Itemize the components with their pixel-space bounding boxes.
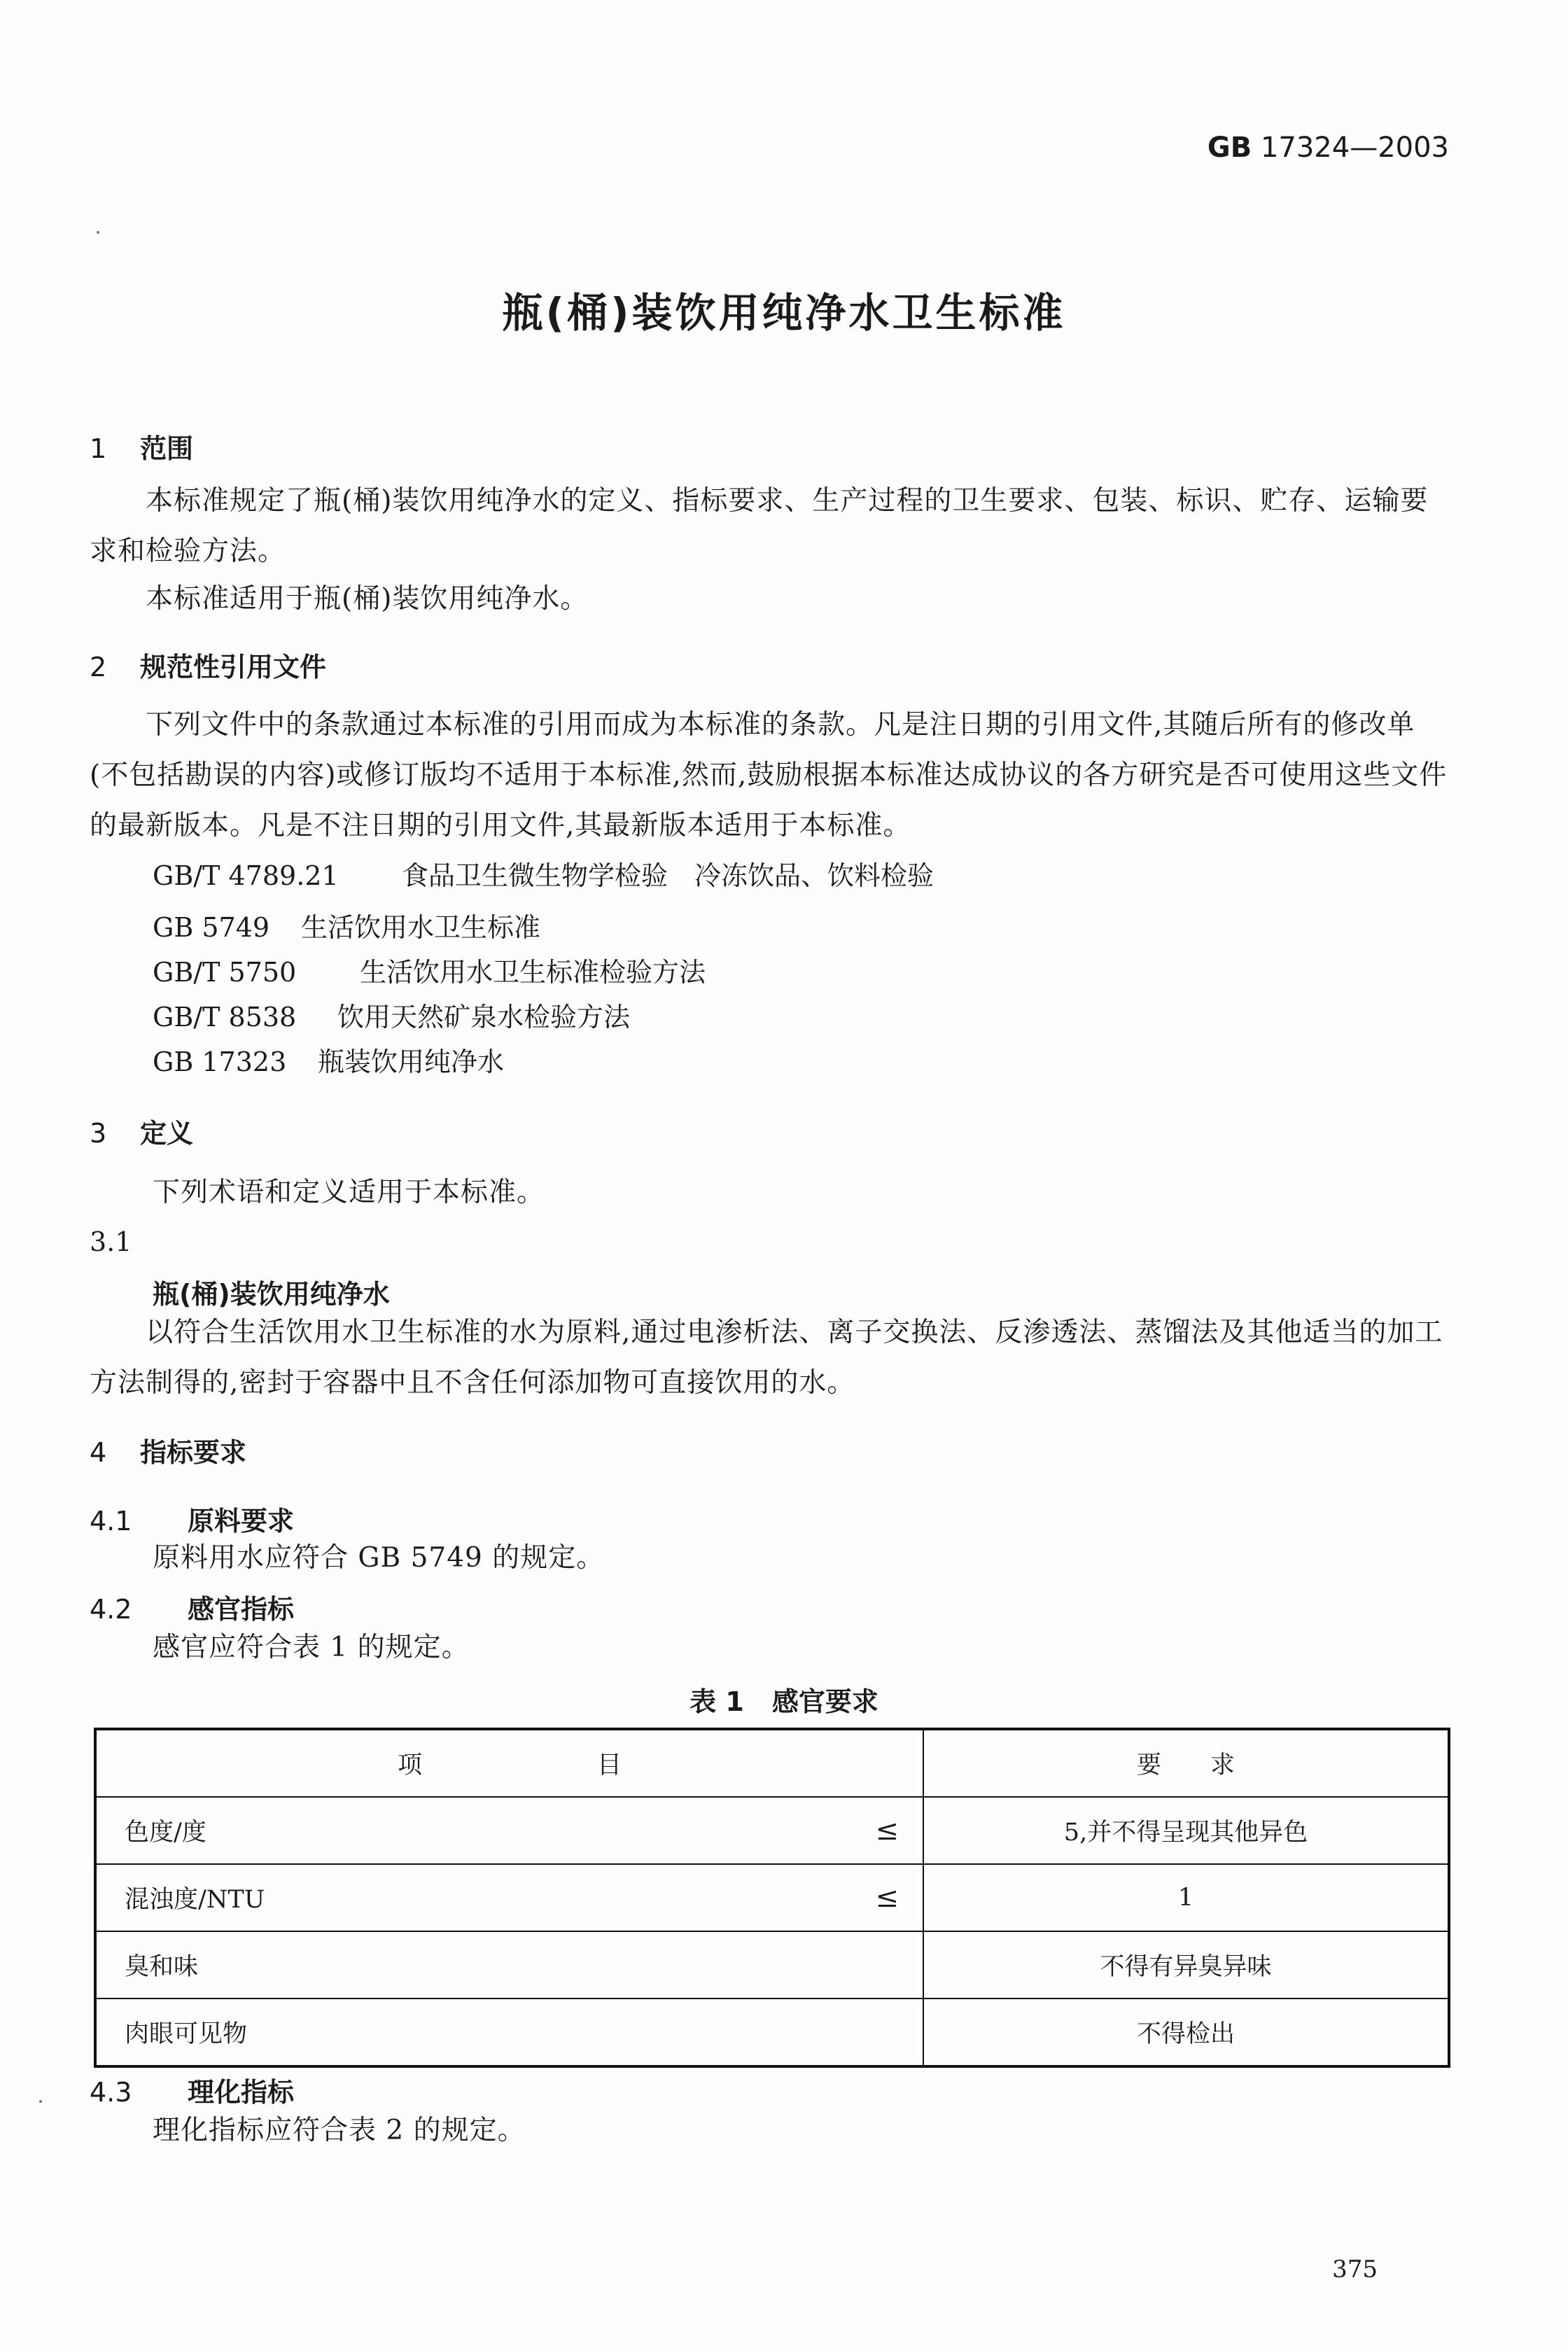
reference-title: 饮用天然矿泉水检验方法 xyxy=(337,1002,631,1032)
column-header-item xyxy=(95,1729,923,1797)
subsection-title: 感官指标 xyxy=(188,1594,295,1625)
subsection-4-2-heading xyxy=(90,1588,294,1626)
term-heading: 瓶(桶)装饮用纯净水 xyxy=(153,1279,390,1310)
operator: ≤ xyxy=(875,1814,899,1847)
reference-item xyxy=(153,906,540,944)
item-text: 色度/度 xyxy=(125,1819,206,1847)
definition: 以符合生活饮用水卫生标准的水为原料,通过电渗析法、离子交换法、反渗透法、蒸馏法及其他适当的加工方法制得的,密封于容器中且不含任何添加物可直接饮用的水。 xyxy=(90,1317,1443,1399)
section-number: 3 xyxy=(90,1118,107,1149)
subsection-title: 理化指标 xyxy=(188,2077,295,2108)
item-text: 臭和味 xyxy=(125,1953,199,1981)
requirement-cell: 不得有异臭异味 xyxy=(923,1931,1449,1998)
table-row xyxy=(95,1864,1449,1931)
section-number: 1 xyxy=(90,433,107,464)
reference-title: 瓶装饮用纯净水 xyxy=(318,1046,505,1077)
paragraph: 下列术语和定义适用于本标准。 xyxy=(153,1177,545,1208)
reference-item xyxy=(153,1040,504,1079)
section-title: 定义 xyxy=(140,1118,194,1149)
requirement-cell: 5,并不得呈现其他异色 xyxy=(923,1797,1449,1864)
item-cell xyxy=(95,1797,923,1864)
item-text: 混浊度/NTU xyxy=(125,1886,265,1914)
table-row xyxy=(95,1998,1449,2066)
operator: ≤ xyxy=(875,1882,899,1914)
subsection-4-1-heading xyxy=(90,1499,294,1538)
subsection-number: 4.1 xyxy=(90,1506,132,1536)
table-label: 表 1 xyxy=(690,1686,744,1717)
item-cell xyxy=(95,1864,923,1931)
reference-code: GB/T 4789.21 xyxy=(153,860,339,891)
paragraph: 原料用水应符合 GB 5749 的规定。 xyxy=(153,1542,605,1574)
standard-code: 17324—2003 xyxy=(1260,132,1449,164)
paragraph: 本标准适用于瓶(桶)装饮用纯净水。 xyxy=(146,583,589,615)
section-title: 指标要求 xyxy=(140,1437,247,1468)
section-title: 范围 xyxy=(140,433,194,464)
item-cell xyxy=(95,1998,923,2066)
item-cell xyxy=(95,1931,923,1998)
reference-item xyxy=(153,854,934,892)
section-2-heading xyxy=(90,645,326,684)
paragraph: 理化指标应符合表 2 的规定。 xyxy=(153,2115,526,2146)
standard-number xyxy=(1208,132,1449,164)
reference-title: 生活饮用水卫生标准 xyxy=(301,912,541,943)
standard-prefix: GB xyxy=(1207,132,1252,164)
section-number: 4 xyxy=(90,1437,107,1468)
table-row xyxy=(95,1797,1449,1864)
document-title: 瓶(桶)装饮用纯净水卫生标准 xyxy=(502,289,1066,337)
table-1 xyxy=(94,1728,1450,2068)
section-4-heading xyxy=(90,1431,246,1469)
header-text: 目 xyxy=(596,1751,622,1779)
reference-code: GB 17323 xyxy=(153,1046,287,1077)
table-row xyxy=(95,1931,1449,1998)
subsection-number: 4.3 xyxy=(90,2077,132,2108)
scan-speck xyxy=(39,2100,42,2103)
paragraph: 本标准规定了瓶(桶)装饮用纯净水的定义、指标要求、生产过程的卫生要求、包装、标识、贮存、运输要求和检验方法。 xyxy=(90,485,1429,567)
table-1-caption xyxy=(0,1680,1568,1718)
requirement-cell: 不得检出 xyxy=(923,1998,1449,2066)
paragraph: 下列文件中的条款通过本标准的引用而成为本标准的条款。凡是注日期的引用文件,其随后所有的修改单(不包括勘误的内容)或修订版均不适用于本标准,然而,鼓励根据本标准达成协议的各方研究是否可使用这些文件的最新版本。凡是不注日期的引用文件,其最新版本适用于本标准。 xyxy=(90,709,1448,841)
subsection-number: 4.2 xyxy=(90,1594,132,1625)
reference-code: GB 5749 xyxy=(153,912,270,943)
subsection-4-3-heading xyxy=(90,2071,294,2109)
table-header-row xyxy=(95,1729,1449,1797)
subsection-number: 3.1 xyxy=(90,1226,132,1257)
reference-code: GB/T 5750 xyxy=(153,957,297,988)
item-text: 肉眼可见物 xyxy=(125,2020,248,2048)
page-number: 375 xyxy=(1332,2255,1378,2283)
reference-title: 食品卫生微生物学检验 冷冻饮品、饮料检验 xyxy=(402,860,934,891)
section-title: 规范性引用文件 xyxy=(140,652,327,682)
table-caption-title: 感官要求 xyxy=(771,1686,878,1717)
section-1-heading xyxy=(90,427,193,465)
reference-title: 生活饮用水卫生标准检验方法 xyxy=(360,957,706,988)
reference-code: GB/T 8538 xyxy=(153,1002,297,1032)
requirement-cell: 1 xyxy=(923,1864,1449,1931)
subsection-title: 原料要求 xyxy=(188,1506,295,1536)
header-text: 项 xyxy=(398,1751,423,1779)
reference-item xyxy=(153,951,706,989)
section-number: 2 xyxy=(90,652,107,682)
scan-speck xyxy=(97,231,99,234)
section-3-heading xyxy=(90,1112,193,1150)
paragraph: 感官应符合表 1 的规定。 xyxy=(153,1632,470,1663)
reference-item xyxy=(153,995,630,1034)
column-header-requirement: 要 求 xyxy=(923,1729,1449,1797)
